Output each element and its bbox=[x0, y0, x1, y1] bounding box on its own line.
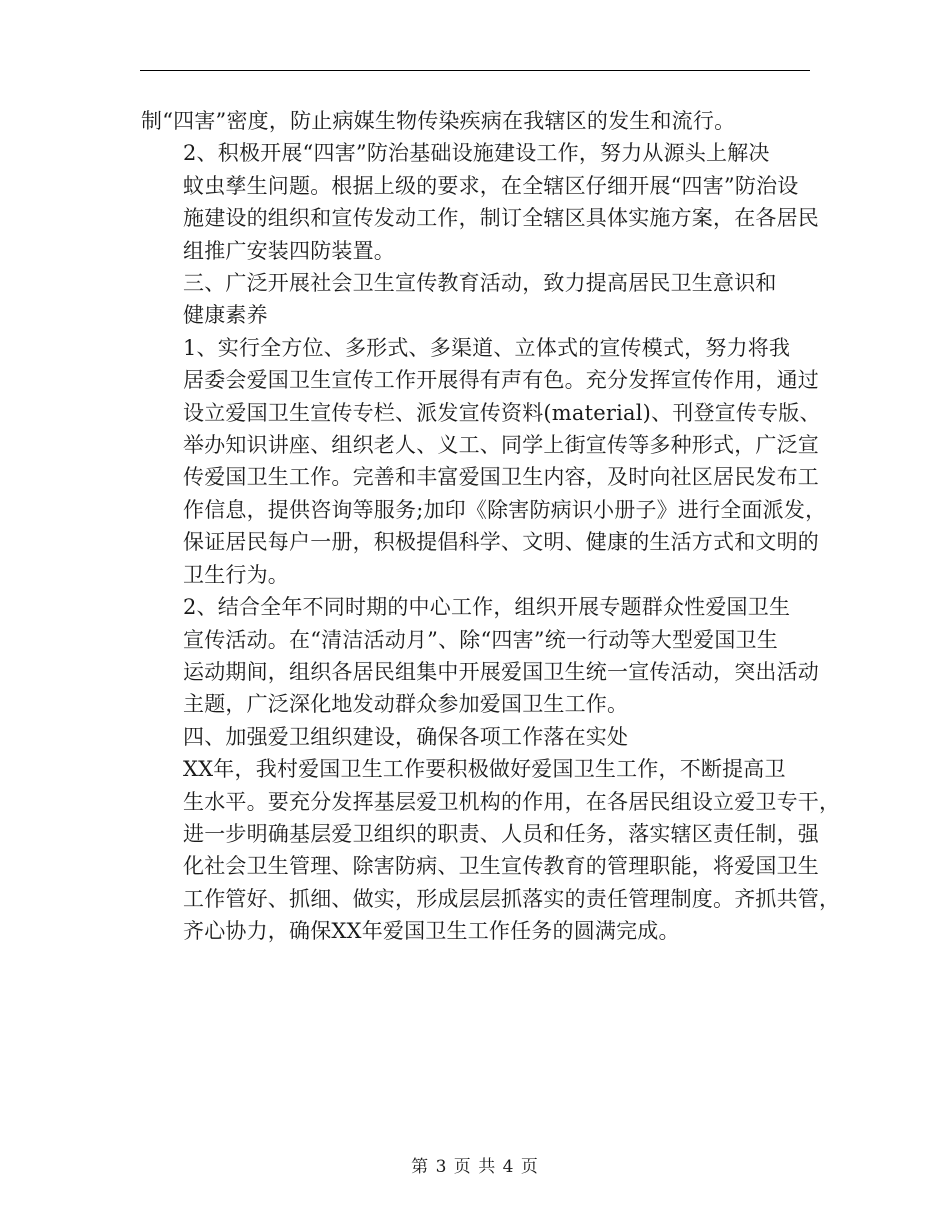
text-line: 2、积极开展“四害”防治基础设施建设工作，努力从源头上解决 bbox=[183, 141, 770, 166]
text-line: 制“四害”密度，防止病媒生物传染疾病在我辖区的发生和流行。 bbox=[141, 109, 736, 133]
text-line: 1、实行全方位、多形式、多渠道、立体式的宣传模式，努力将我 bbox=[183, 335, 791, 360]
paragraph bbox=[141, 591, 819, 721]
paragraph bbox=[141, 753, 841, 947]
section-heading bbox=[141, 267, 811, 332]
text-line: 居委会爱国卫生宣传工作开展得有声有色。充分发挥宣传作用，通过 bbox=[183, 368, 819, 393]
text-line: 作信息，提供咨询等服务;加印《除害防病识小册子》进行全面派发， bbox=[183, 497, 827, 522]
text-line: 卫生行为。 bbox=[183, 562, 289, 587]
text-line: 组推广安装四防装置。 bbox=[183, 238, 395, 263]
text-line: 三、广泛开展社会卫生宣传教育活动，致力提高居民卫生意识和 bbox=[183, 271, 777, 296]
text-line: 施建设的组织和宣传发动工作，制订全辖区具体实施方案，在各居民 bbox=[183, 206, 819, 231]
paragraph bbox=[141, 137, 819, 267]
text-line: 设立爱国卫生宣传专栏、派发宣传资料(material)、刊登宣传专版、 bbox=[183, 400, 821, 425]
section-heading bbox=[141, 721, 811, 753]
text-line: 健康素养 bbox=[183, 303, 268, 328]
document-body bbox=[141, 105, 841, 948]
text-line: 主题，广泛深化地发动群众参加爱国卫生工作。 bbox=[183, 692, 629, 717]
text-line: 运动期间，组织各居民组集中开展爱国卫生统一宣传活动，突出活动 bbox=[183, 659, 819, 684]
text-line: 传爱国卫生工作。完善和丰富爱国卫生内容，及时向社区居民发布工 bbox=[183, 465, 819, 490]
text-line: 保证居民每户一册，积极提倡科学、文明、健康的生活方式和文明的 bbox=[183, 530, 819, 555]
text-line: XX年，我村爱国卫生工作要积极做好爱国卫生工作，不断提高卫 bbox=[183, 757, 786, 782]
text-line: 工作管好、抓细、做实，形成层层抓落实的责任管理制度。齐抓共管， bbox=[183, 886, 841, 911]
text-line: 宣传活动。在“清洁活动月”、除“四害”统一行动等大型爱国卫生 bbox=[183, 627, 778, 652]
page-number: 第 3 页 共 4 页 bbox=[411, 1157, 539, 1177]
header-rule bbox=[140, 70, 810, 71]
text-line: 2、结合全年不同时期的中心工作，组织开展专题群众性爱国卫生 bbox=[183, 595, 791, 620]
text-line: 化社会卫生管理、除害防病、卫生宣传教育的管理职能，将爱国卫生 bbox=[183, 854, 819, 879]
text-line: 进一步明确基层爱卫组织的职责、人员和任务，落实辖区责任制，强 bbox=[183, 821, 819, 846]
text-line: 举办知识讲座、组织老人、义工、同学上街宣传等多种形式，广泛宣 bbox=[183, 433, 819, 458]
text-line: 生水平。要充分发挥基层爱卫机构的作用，在各居民组设立爱卫专干， bbox=[183, 789, 841, 814]
text-line: 蚊虫孳生问题。根据上级的要求，在全辖区仔细开展“四害”防治设 bbox=[183, 173, 799, 198]
paragraph bbox=[141, 105, 811, 137]
paragraph bbox=[141, 332, 827, 591]
text-line: 齐心协力，确保XX年爱国卫生工作任务的圆满完成。 bbox=[183, 919, 680, 944]
text-line: 四、加强爱卫组织建设，确保各项工作落在实处 bbox=[183, 724, 629, 749]
